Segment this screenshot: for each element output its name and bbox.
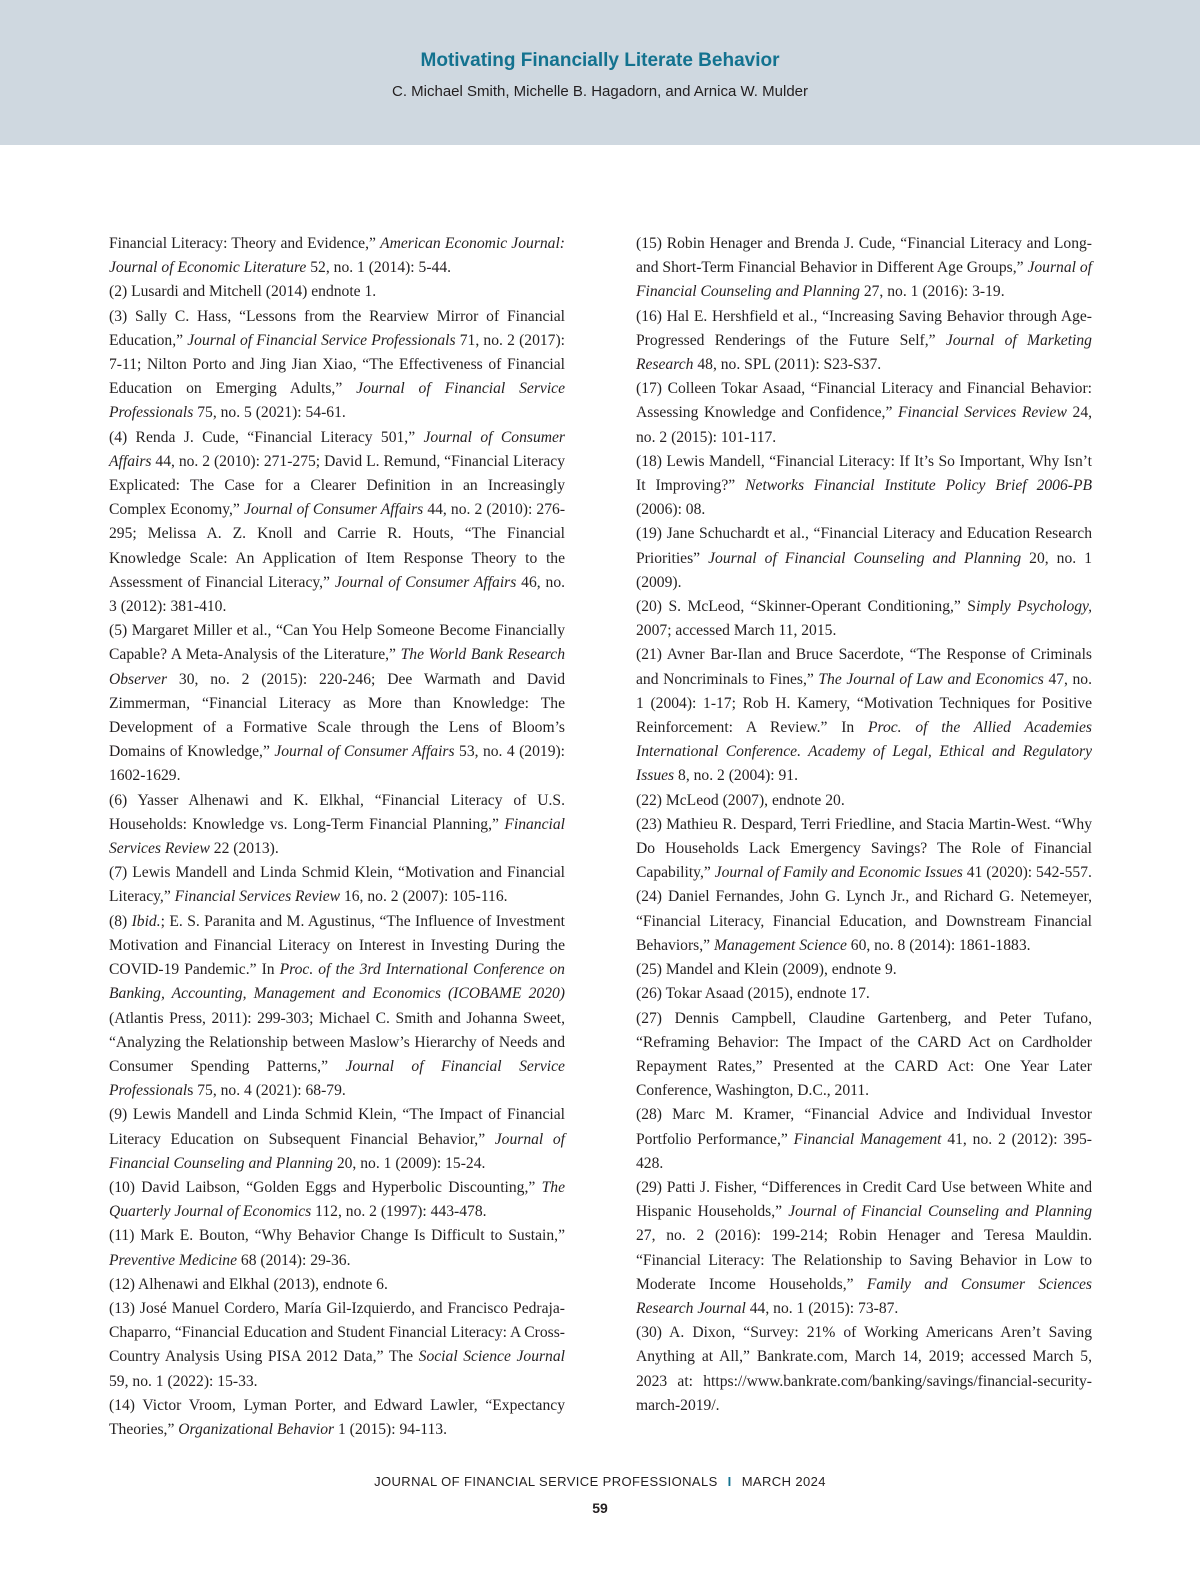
endnote-text-segment: ; E. S. Paranita and M. Agustinus, “The Influence of Investment Motivation and Financial Literacy on Interest in Investing During the COVID-19 Pandemic.” In — [109, 912, 565, 979]
endnote-text-segment: (25) Mandel and Klein (2009), endnote 9. — [636, 961, 897, 979]
endnote-italic-segment: Financial Services Review — [109, 815, 565, 858]
endnote — [109, 426, 565, 620]
endnote-italic-segment: Journal of Financial Counseling and Planning — [788, 1203, 1093, 1221]
endnote-text-segment: (27) Dennis Campbell, Claudine Gartenberg, and Peter Tufano, “Reframing Behavior: The Impact of the CARD Act on Cardholder Repayment Rates,” Presented at the CARD Act: One Year Later Conference, Washington, D.C., 2011. — [636, 1009, 1092, 1100]
endnote — [636, 450, 1092, 523]
endnote-italic-segment: Networks Financial Institute Policy Brief 2006-PB — [745, 477, 1092, 495]
endnote-text-segment: (23) Mathieu R. Despard, Terri Friedline, and Stacia Martin-West. “Why Do Households Lack Emergency Savings? The Role of Financial Capability,” — [636, 815, 1092, 882]
endnote-italic-segment: Journal of Consumer Affairs — [334, 573, 517, 591]
endnote-italic-segment: Financial Services Review — [898, 404, 1067, 422]
endnote-text-segment: 22 (2013). — [209, 840, 279, 858]
endnote-text-segment: (22) McLeod (2007), endnote 20. — [636, 791, 845, 809]
endnote-italic-segment: The Quarterly Journal of Economics — [109, 1178, 565, 1221]
endnote-text-segment: (5) Margaret Miller et al., “Can You Help Someone Become Financially Capable? A Meta-Analysis of the Literature,” — [109, 622, 565, 664]
endnote-text-segment: (10) David Laibson, “Golden Eggs and Hyperbolic Discounting,” — [109, 1178, 542, 1196]
endnote-italic-segment: Social Science Journal — [418, 1348, 565, 1366]
endnote — [109, 232, 565, 280]
endnote-text-segment: (21) Avner Bar-Ilan and Bruce Sacerdote, “The Response of Criminals and Noncriminals to Fines,” — [636, 646, 1092, 688]
endnote-italic-segment: Proc. of the Allied Academies International Conference. Academy of Legal, Ethical and Regulatory Issues — [636, 719, 1092, 785]
endnote-text-segment: (28) Marc M. Kramer, “Financial Advice and Individual Investor Portfolio Performance,” — [636, 1106, 1092, 1148]
endnote-text-segment: (4) Renda J. Cude, “Financial Literacy 501,” — [109, 428, 424, 446]
endnote-italic-segment: Proc. of the 3rd International Conference on Banking, Accounting, Management and Economics (ICOBAME 2020) — [109, 961, 565, 1003]
endnote-text-segment: 8, no. 2 (2004): 91. — [674, 767, 798, 785]
endnote-italic-segment: Journal of Consumer Affairs — [109, 428, 565, 470]
endnote-italic-segment: Journal of Consumer Affairs — [243, 501, 424, 519]
endnote-text-segment: (2) Lusardi and Mitchell (2014) endnote 1. — [109, 283, 377, 301]
endnote — [636, 982, 1092, 1006]
endnote-italic-segment: Journal of Financial Service Professional — [109, 1057, 565, 1100]
endnote-italic-segment: Family and Consumer Sciences Research Journal — [636, 1275, 1092, 1317]
endnote-italic-segment: Journal of Financial Counseling and Planning — [109, 1130, 565, 1172]
endnote — [636, 377, 1092, 450]
endnote-italic-segment: Journal of Financial Service Professionals — [187, 331, 456, 349]
endnote-italic-segment: American Economic Journal: Journal of Economic Literature — [109, 235, 566, 277]
footer-journal-line — [0, 1474, 1200, 1489]
endnote — [636, 522, 1092, 595]
endnote-italic-segment: Journal of Consumer Affairs — [274, 743, 455, 761]
endnote-text-segment: (3) Sally C. Hass, “Lessons from the Rearview Mirror of Financial Education,” — [109, 307, 565, 349]
endnote-text-segment: (2006): 08. — [636, 501, 706, 519]
endnote — [109, 1297, 565, 1394]
endnote-text-segment: 60, no. 8 (2014): 1861-1883. — [846, 936, 1031, 954]
endnote-text-segment: (20) S. McLeod, “Skinner-Operant Conditioning,” S — [636, 598, 976, 616]
endnote-text-segment: (11) Mark E. Bouton, “Why Behavior Change Is Difficult to Sustain,” — [109, 1227, 565, 1245]
endnote-italic-segment: Journal of Family and Economic Issues — [714, 864, 963, 882]
endnote-text-segment: 52, no. 1 (2014): 5-44. — [306, 259, 452, 277]
endnote-italic-segment: Management Science — [713, 936, 847, 954]
article-authors: C. Michael Smith, Michelle B. Hagadorn, and Arnica W. Mulder — [391, 83, 808, 100]
footer-journal-name: JOURNAL OF FINANCIAL SERVICE PROFESSIONALS — [374, 1474, 718, 1489]
endnote — [636, 1176, 1092, 1321]
endnotes-right-column — [636, 232, 1092, 1418]
endnote-italic-segment: The Journal of Law and Economics — [818, 670, 1044, 688]
endnote — [109, 861, 565, 909]
endnote-text-segment: 46, no. 3 (2012): 381-410. — [109, 573, 566, 616]
endnote-text-segment: (7) Lewis Mandell and Linda Schmid Klein, “Motivation and Financial Literacy,” — [109, 864, 565, 906]
endnote-text-segment: (12) Alhenawi and Elkhal (2013), endnote 6. — [109, 1275, 388, 1293]
endnote-text-segment: (16) Hal E. Hershfield et al., “Increasing Saving Behavior through Age-Progressed Renderings of the Future Self,” — [636, 307, 1092, 349]
endnote-text-segment: 20, no. 1 (2009): 15-24. — [332, 1154, 486, 1172]
endnote-text-segment: 16, no. 2 (2007): 105-116. — [340, 888, 508, 906]
article-title: Motivating Financially Literate Behavior — [420, 50, 780, 71]
endnote — [636, 885, 1092, 958]
endnote-text-segment: s 75, no. 4 (2021): 68-79. — [187, 1082, 346, 1100]
endnote-text-segment: 44, no. 1 (2015): 73-87. — [745, 1299, 899, 1317]
endnote-italic-segment: Journal of Financial Counseling and Planning — [636, 259, 1092, 301]
endnote — [109, 1394, 565, 1442]
endnote — [636, 1007, 1092, 1104]
endnote — [636, 643, 1092, 788]
endnote — [636, 232, 1092, 305]
endnote — [109, 1224, 565, 1272]
endnote-italic-segment: imply Psychology, — [975, 598, 1092, 616]
endnote-text-segment: 68 (2014): 29-36. — [237, 1251, 351, 1269]
endnote-text-segment: 24, no. 2 (2015): 101-117. — [636, 404, 1093, 446]
endnote-text-segment: Financial Literacy: Theory and Evidence,” — [109, 235, 381, 252]
endnote-text-segment: (14) Victor Vroom, Lyman Porter, and Edward Lawler, “Expectancy Theories,” — [109, 1396, 565, 1438]
footer-issue-date: MARCH 2024 — [741, 1474, 826, 1489]
endnote — [109, 1103, 565, 1176]
endnote — [636, 1321, 1092, 1418]
endnote-text-segment: (29) Patti J. Fisher, “Differences in Credit Card Use between White and Hispanic Households,” — [636, 1178, 1092, 1221]
endnote — [109, 619, 565, 788]
endnotes-left-column — [109, 232, 565, 1442]
endnote-text-segment: 44, no. 2 (2010): 276-295; Melissa A. Z. Knoll and Carrie R. Houts, “The Financial Knowledge Scale: An Application of Item Response Theory to the Assessment of Financial Literacy,” — [109, 501, 566, 591]
endnote-text-segment: (15) Robin Henager and Brenda J. Cude, “Financial Literacy and Long- and Short-Term Financial Behavior in Different Age Groups,” — [636, 235, 1092, 277]
endnote-text-segment: 41, no. 2 (2012): 395-428. — [636, 1130, 1092, 1172]
endnote-italic-segment: Organizational Behavior — [178, 1420, 335, 1438]
endnote-text-segment: (9) Lewis Mandell and Linda Schmid Klein, “The Impact of Financial Literacy Education on Subsequent Financial Behavior,” — [109, 1106, 565, 1148]
endnote-text-segment: (6) Yasser Alhenawi and K. Elkhal, “Financial Literacy of U.S. Households: Knowledge vs. Long-Term Financial Planning,” — [109, 791, 565, 833]
endnote-italic-segment: Financial Services Review — [174, 888, 341, 906]
endnote — [636, 813, 1092, 886]
endnote-text-segment: 53, no. 4 (2019): 1602-1629. — [109, 743, 566, 785]
endnote-text-segment: 47, no. 1 (2004): 1-17; Rob H. Kamery, “Motivation Techniques for Positive Reinforcement: A Review.” In — [636, 670, 1092, 737]
endnote — [109, 910, 565, 1104]
endnote-italic-segment: Ibid. — [131, 912, 161, 930]
endnote-text-segment: 44, no. 2 (2010): 271-275; David L. Remund, “Financial Literacy Explicated: The Case for a Clearer Definition in an Increasingly Complex Economy,” — [109, 452, 565, 519]
endnote-text-segment: 1 (2015): 94-113. — [334, 1420, 447, 1438]
endnote-text-segment: 71, no. 2 (2017): 7-11; Nilton Porto and Jing Jian Xiao, “The Effectiveness of Financial Education on Emerging Adults,” — [109, 331, 566, 398]
endnote — [109, 1176, 565, 1224]
endnote-italic-segment: The World Bank Research Observer — [109, 646, 565, 688]
endnote-text-segment: 48, no. SPL (2011): S23-S37. — [693, 356, 882, 374]
page-header — [0, 0, 1200, 145]
endnote — [109, 305, 565, 426]
page-number: 59 — [592, 1500, 608, 1516]
endnote-italic-segment: Financial Management — [793, 1130, 942, 1148]
endnote-text-segment: 41 (2020): 542-557. — [962, 864, 1092, 882]
endnote — [636, 1103, 1092, 1176]
endnote-text-segment: (26) Tokar Asaad (2015), endnote 17. — [636, 985, 870, 1003]
endnote-text-segment: 59, no. 1 (2022): 15-33. — [109, 1372, 258, 1390]
endnote — [636, 595, 1092, 643]
endnote-text-segment: 27, no. 2 (2016): 199-214; Robin Henager and Teresa Mauldin. “Financial Literacy: The Relationship to Saving Behavior in Low to Moderate Income Households,” — [636, 1227, 1092, 1293]
endnote — [636, 789, 1092, 813]
endnote — [109, 789, 565, 862]
endnote-text-segment: 30, no. 2 (2015): 220-246; Dee Warmath and David Zimmerman, “Financial Literacy as More than Knowledge: The Development of a Formative Scale through the Lens of Bloom’s Domains of Knowledge,” — [109, 670, 565, 761]
endnote-text-segment: (18) Lewis Mandell, “Financial Literacy: If It’s So Important, Why Isn’t It Improving?” — [636, 452, 1092, 495]
endnote-italic-segment: Journal of Financial Counseling and Planning — [708, 549, 1022, 567]
endnote — [636, 958, 1092, 982]
endnote — [636, 305, 1092, 378]
endnote-text-segment: (13) José Manuel Cordero, María Gil-Izquierdo, and Francisco Pedraja-Chaparro, “Financial Education and Student Financial Literacy: A Cross-Country Analysis Using PISA 2012 Data,” The — [109, 1299, 566, 1366]
endnote-italic-segment: Journal of Financial Service Professionals — [109, 380, 565, 422]
footer-separator: I — [727, 1474, 732, 1489]
endnote-text-segment: 112, no. 2 (1997): 443-478. — [311, 1203, 487, 1221]
endnote-italic-segment: Preventive Medicine — [109, 1251, 237, 1269]
endnote-text-segment: 27, no. 1 (2016): 3-19. — [859, 283, 1005, 301]
endnote-italic-segment: Journal of Marketing Research — [636, 331, 1092, 374]
endnote-text-segment: 20, no. 1 (2009). — [636, 549, 1092, 591]
endnote-text-segment: (Atlantis Press, 2011): 299-303; Michael C. Smith and Johanna Sweet, “Analyzing the Relationship between Maslow’s Hierarchy of Needs and Consumer Spending Patterns,” — [109, 1009, 565, 1075]
endnote-text-segment: (24) Daniel Fernandes, John G. Lynch Jr., and Richard G. Netemeyer, “Financial Literacy, Financial Education, and Downstream Financial Behaviors,” — [636, 888, 1092, 954]
endnote — [109, 1273, 565, 1297]
endnote-text-segment: 2007; accessed March 11, 2015. — [636, 622, 837, 640]
endnote-text-segment: (19) Jane Schuchardt et al., “Financial Literacy and Education Research Priorities” — [636, 525, 1092, 567]
endnote-text-segment: 75, no. 5 (2021): 54-61. — [193, 404, 346, 422]
endnote-text-segment: (17) Colleen Tokar Asaad, “Financial Literacy and Financial Behavior: Assessing Knowledge and Confidence,” — [636, 380, 1092, 422]
endnote — [109, 280, 565, 304]
endnote-text-segment: (30) A. Dixon, “Survey: 21% of Working Americans Aren’t Saving Anything at All,” Bankrate.com, March 14, 2019; accessed March 5, 2023 at: https://www.bankrate.com/banking/savings/financial-security-march-2019/. — [636, 1324, 1092, 1414]
endnote-text-segment: (8) — [109, 912, 132, 930]
